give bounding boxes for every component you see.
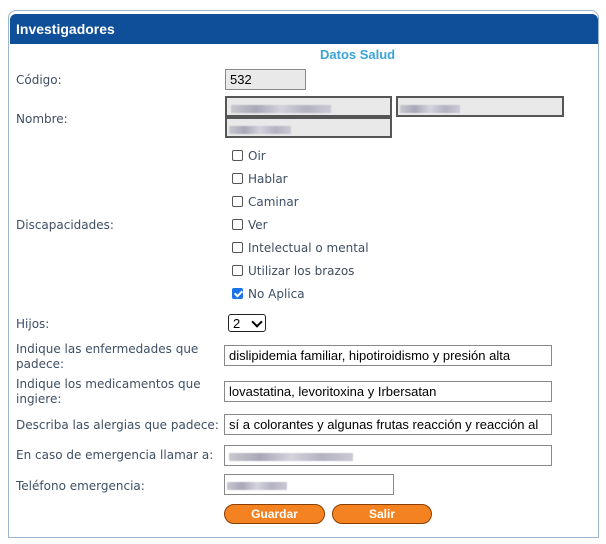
checkbox-label: Hablar: [248, 172, 288, 186]
emergencia-input[interactable]: [224, 445, 552, 466]
guardar-button[interactable]: Guardar: [224, 504, 325, 524]
checkbox-label: Ver: [248, 218, 268, 232]
hijos-select-value: 2: [233, 316, 241, 331]
checkbox-label: Utilizar los brazos: [248, 264, 355, 278]
codigo-label: Código:: [16, 73, 62, 87]
checkbox-box[interactable]: [232, 265, 243, 276]
hijos-label: Hijos:: [16, 317, 50, 331]
checkbox-box[interactable]: [232, 219, 243, 230]
checkbox-label: Caminar: [248, 195, 299, 209]
telefono-label: Teléfono emergencia:: [16, 479, 145, 493]
hijos-select[interactable]: [228, 314, 266, 332]
checkbox-box-checked[interactable]: [232, 288, 243, 299]
checkbox-box[interactable]: [232, 150, 243, 161]
enfermedades-label: Indique las enfermedades que padece:: [16, 342, 199, 371]
salir-button[interactable]: Salir: [332, 504, 432, 524]
redacted-text: [400, 105, 460, 113]
telefono-input[interactable]: [224, 474, 394, 495]
medicamentos-input[interactable]: lovastatina, levoritoxina y Irbersatan: [224, 381, 552, 402]
nombre-label: Nombre:: [16, 112, 68, 126]
redacted-text: [231, 105, 331, 113]
checkbox-label: Intelectual o mental: [248, 241, 369, 255]
emergencia-label: En caso de emergencia llamar a:: [16, 448, 214, 462]
codigo-field: 532: [225, 69, 306, 90]
redacted-text: [227, 482, 287, 490]
redacted-text: [229, 126, 291, 134]
chevron-down-icon: [251, 316, 262, 327]
panel-header: [10, 14, 598, 44]
alergias-input[interactable]: sí a colorantes y algunas frutas reacción y reacción al: [224, 414, 552, 435]
alergias-label: Describa las alergias que padece:: [16, 418, 219, 432]
enfermedades-input[interactable]: dislipidemia familiar, hipotiroidismo y presión alta: [224, 345, 552, 366]
discapacidades-label: Discapacidades:: [16, 218, 114, 232]
redacted-text: [229, 453, 353, 461]
panel-title: Investigadores: [16, 21, 115, 37]
checkbox-label: Oir: [248, 149, 266, 163]
nombre-field-3: [225, 117, 392, 138]
nombre-field-2: [396, 96, 564, 117]
checkbox-box[interactable]: [232, 242, 243, 253]
checkbox-box[interactable]: [232, 173, 243, 184]
section-title: Datos Salud: [320, 47, 396, 62]
medicamentos-label: Indique los medicamentos que ingiere:: [16, 377, 201, 406]
checkbox-box[interactable]: [232, 196, 243, 207]
checkbox-label: No Aplica: [248, 287, 305, 301]
nombre-field-1: [225, 96, 392, 117]
